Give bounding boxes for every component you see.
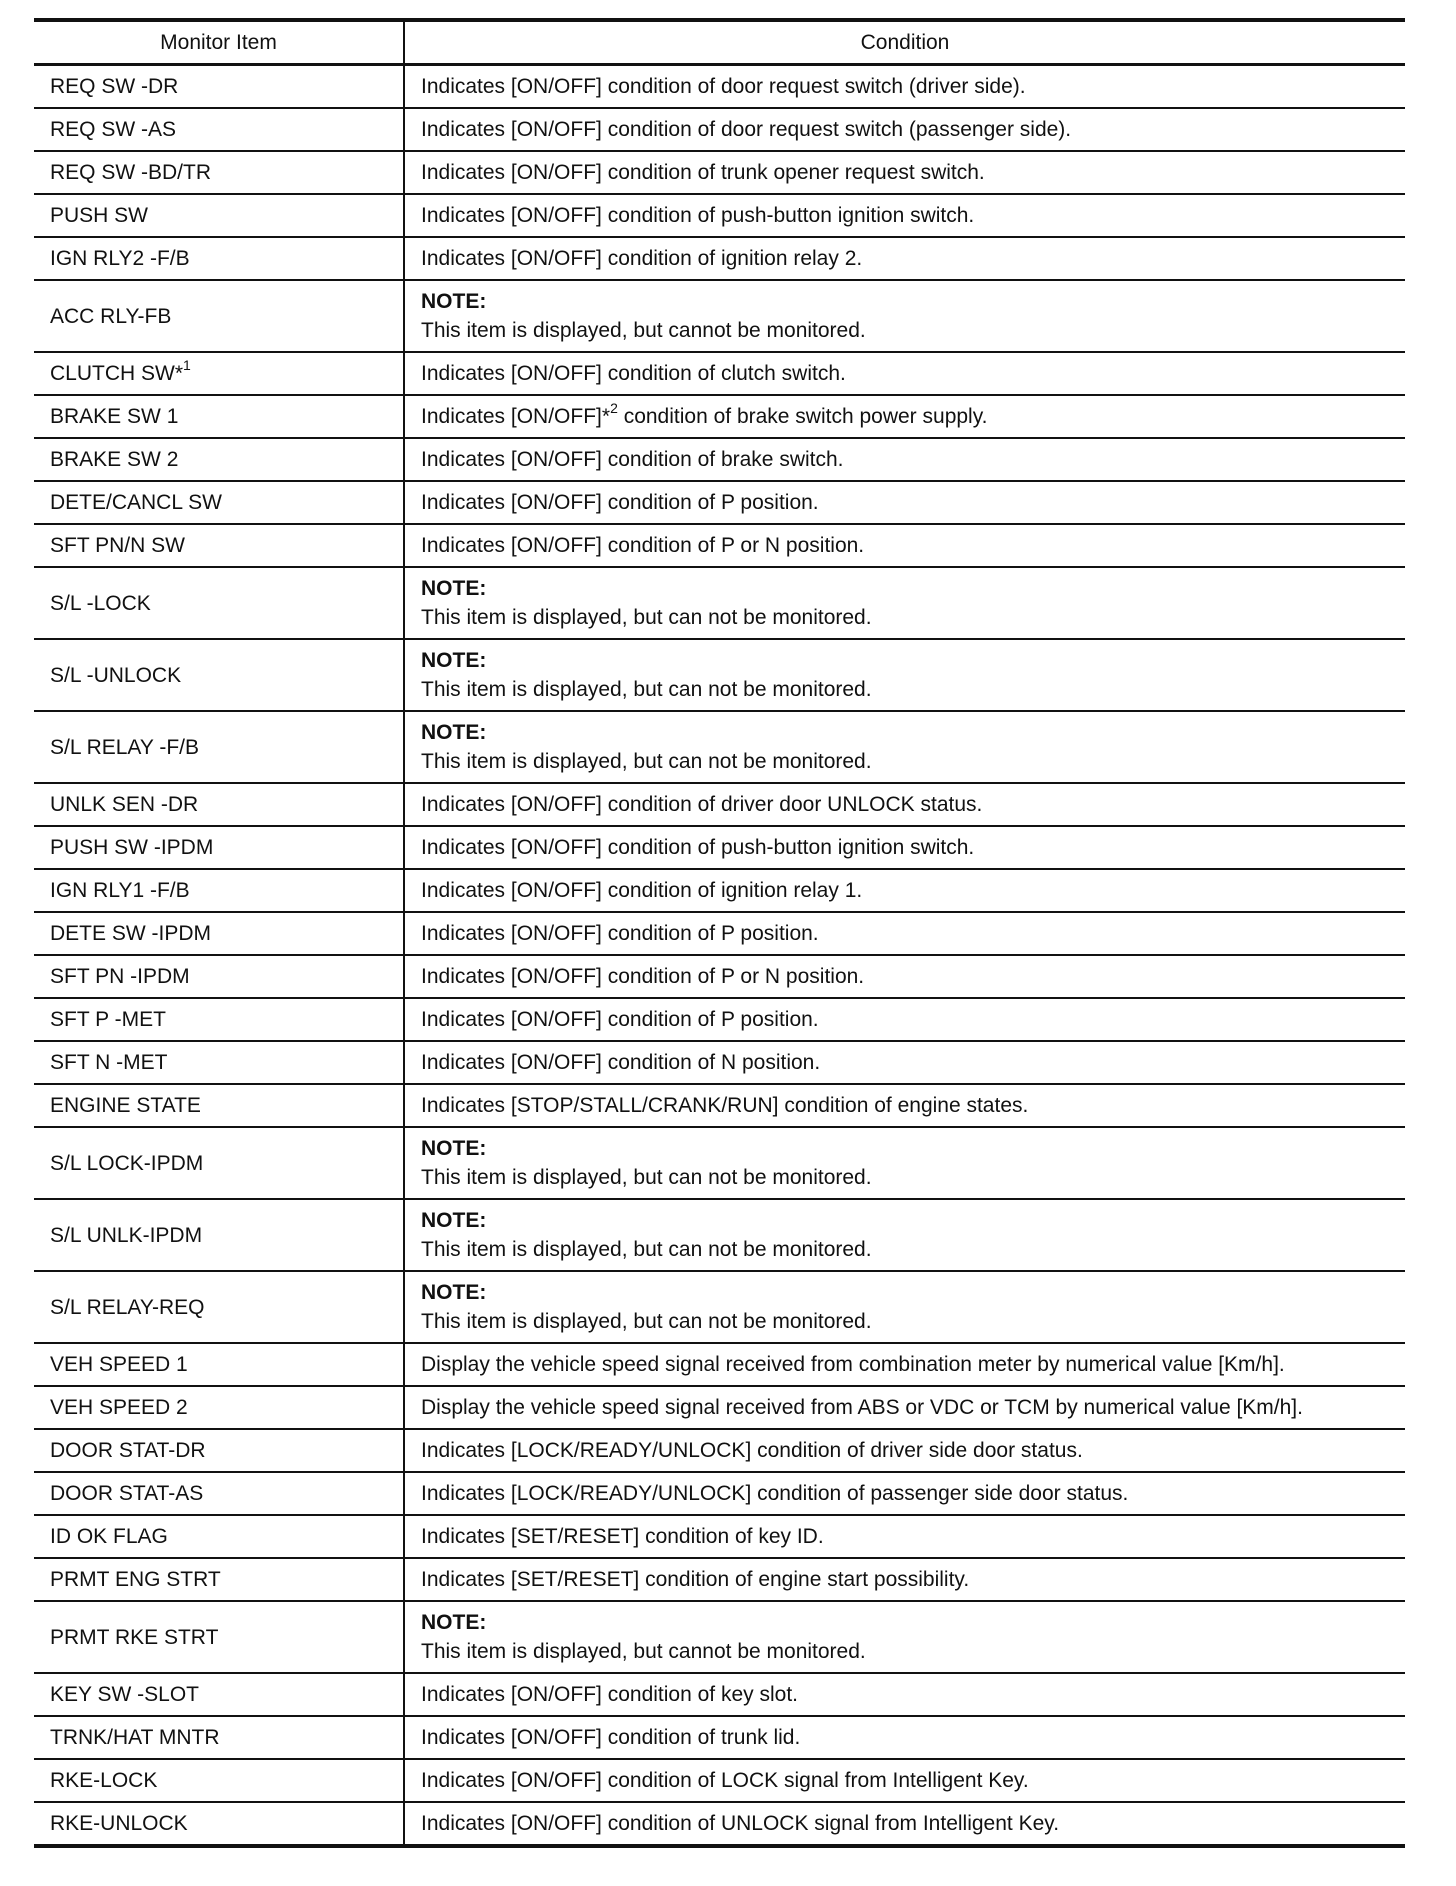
monitor-item-cell [34,869,404,912]
monitor-item-cell [34,1558,404,1601]
note-text: This item is displayed, but cannot be monitored. [421,319,866,342]
monitor-item-cell [34,481,404,524]
table-row [34,1472,1405,1515]
condition-cell [404,395,1405,438]
table-row [34,1084,1405,1127]
note-label: NOTE: [421,721,487,744]
monitor-item-cell [34,639,404,711]
monitor-item-cell [34,280,404,352]
monitor-item-text: PRMT ENG STRT [50,1568,221,1591]
condition-cell [404,1271,1405,1343]
condition-cell [404,1199,1405,1271]
monitor-item-cell [34,1515,404,1558]
monitor-item-text: S/L -UNLOCK [50,663,182,687]
monitor-item-text: REQ SW -DR [50,75,179,98]
monitor-item-text: DOOR STAT-AS [50,1482,204,1505]
monitor-item-text: S/L RELAY-REQ [50,1295,205,1319]
table-row [34,108,1405,151]
condition-text: Indicates [ON/OFF] condition of ignition relay 1. [421,879,863,902]
monitor-item-cell [34,1343,404,1386]
document-page [34,18,1405,1848]
condition-text: Indicates [ON/OFF] condition of P or N position. [421,534,865,557]
monitor-item-text: VEH SPEED 1 [50,1353,188,1376]
monitor-item-text: IGN RLY1 -F/B [50,879,190,902]
monitor-item-cell [34,524,404,567]
condition-cell [404,1759,1405,1802]
condition-text: Indicates [ON/OFF] condition of P position. [421,491,819,514]
condition-cell [404,826,1405,869]
condition-cell [404,1601,1405,1673]
condition-cell [404,998,1405,1041]
note-text: This item is displayed, but cannot be monitored. [421,1640,866,1663]
condition-text: Indicates [ON/OFF] condition of P or N position. [421,965,865,988]
table-row [34,955,1405,998]
monitor-item-cell [34,955,404,998]
note-label: NOTE: [421,649,487,672]
condition-cell [404,1515,1405,1558]
condition-cell [404,1127,1405,1199]
condition-text-prefix: Indicates [ON/OFF]* [421,405,611,428]
monitor-item-cell [34,1386,404,1429]
condition-text: Indicates [SET/RESET] condition of engine start possibility. [421,1568,970,1591]
table-row [34,912,1405,955]
note-label: NOTE: [421,577,487,600]
table-row [34,567,1405,639]
condition-cell [404,194,1405,237]
condition-cell [404,711,1405,783]
column-header-monitor-item: Monitor Item [34,20,404,65]
condition-text: Indicates [ON/OFF] condition of push-button ignition switch. [421,204,975,227]
table-row [34,151,1405,194]
table-row [34,998,1405,1041]
monitor-item-cell [34,395,404,438]
monitor-item-cell [34,1673,404,1716]
table-row [34,524,1405,567]
condition-text: Indicates [ON/OFF] condition of push-button ignition switch. [421,836,975,859]
footnote-marker: 2 [610,400,618,416]
monitor-item-text: REQ SW -AS [50,118,177,141]
condition-cell [404,1673,1405,1716]
table-row [34,1759,1405,1802]
monitor-item-text: ACC RLY-FB [50,304,172,328]
condition-text: condition of brake switch power supply. [617,405,988,428]
monitor-item-cell [34,1472,404,1515]
monitor-item-cell [34,194,404,237]
note-label: NOTE: [421,1611,487,1634]
condition-text: Indicates [ON/OFF] condition of driver door UNLOCK status. [421,793,983,816]
note-text: This item is displayed, but can not be monitored. [421,1310,872,1333]
condition-text: Indicates [SET/RESET] condition of key ID. [421,1525,824,1548]
table-body [34,65,1405,1847]
condition-cell [404,1472,1405,1515]
monitor-item-text: RKE-LOCK [50,1769,158,1792]
table-row [34,1515,1405,1558]
table-row [34,1386,1405,1429]
condition-text: Indicates [LOCK/READY/UNLOCK] condition of driver side door status. [421,1439,1083,1462]
note-text: This item is displayed, but can not be monitored. [421,678,872,701]
condition-cell [404,1716,1405,1759]
monitor-item-cell [34,826,404,869]
condition-text: Indicates [LOCK/READY/UNLOCK] condition of passenger side door status. [421,1482,1129,1505]
monitor-item-text: SFT PN/N SW [50,534,185,557]
monitor-item-text: REQ SW -BD/TR [50,161,211,184]
monitor-item-text: TRNK/HAT MNTR [50,1726,220,1749]
monitor-item-text: S/L LOCK-IPDM [50,1151,204,1175]
monitor-item-cell [34,1199,404,1271]
monitor-item-cell [34,1429,404,1472]
monitor-item-cell [34,567,404,639]
condition-text: Indicates [ON/OFF] condition of UNLOCK signal from Intelligent Key. [421,1812,1060,1835]
condition-cell [404,912,1405,955]
monitor-item-cell [34,1759,404,1802]
condition-cell [404,783,1405,826]
monitor-item-cell [34,1601,404,1673]
monitor-item-text: UNLK SEN -DR [50,793,199,816]
monitor-item-text: IGN RLY2 -F/B [50,247,190,270]
monitor-item-text: DETE SW -IPDM [50,922,211,945]
condition-cell [404,1343,1405,1386]
monitor-item-text: RKE-UNLOCK [50,1812,188,1835]
condition-text: Display the vehicle speed signal received from combination meter by numerical value [Km/h]. [421,1353,1285,1376]
note-label: NOTE: [421,1209,487,1232]
monitor-item-text: PRMT RKE STRT [50,1625,219,1649]
condition-cell [404,524,1405,567]
table-row [34,711,1405,783]
monitor-item-text: S/L -LOCK [50,591,151,615]
condition-text: Indicates [ON/OFF] condition of key slot. [421,1683,798,1706]
condition-cell [404,869,1405,912]
condition-cell [404,65,1405,109]
monitor-item-text: ID OK FLAG [50,1525,168,1548]
monitor-item-cell [34,783,404,826]
condition-text: Indicates [ON/OFF] condition of door request switch (driver side). [421,75,1026,98]
condition-cell [404,1429,1405,1472]
monitor-item-cell [34,151,404,194]
condition-cell [404,151,1405,194]
condition-cell [404,1386,1405,1429]
table-row [34,395,1405,438]
note-text: This item is displayed, but can not be monitored. [421,1166,872,1189]
note-text: This item is displayed, but can not be monitored. [421,1238,872,1261]
monitor-item-cell [34,1084,404,1127]
condition-cell [404,352,1405,395]
condition-cell [404,567,1405,639]
monitor-item-text: PUSH SW [50,204,149,227]
monitor-item-text: S/L UNLK-IPDM [50,1223,203,1247]
table-row [34,194,1405,237]
condition-cell [404,237,1405,280]
footnote-marker: 1 [183,357,191,373]
monitor-item-text: SFT N -MET [50,1051,168,1074]
note-label: NOTE: [421,290,487,313]
table-row [34,481,1405,524]
table-row [34,826,1405,869]
monitor-item-table [34,18,1405,1848]
table-row [34,438,1405,481]
monitor-item-text: DOOR STAT-DR [50,1439,206,1462]
condition-cell [404,639,1405,711]
table-row [34,1343,1405,1386]
monitor-item-text: DETE/CANCL SW [50,491,222,514]
condition-text: Indicates [ON/OFF] condition of P position. [421,1008,819,1031]
monitor-item-text: S/L RELAY -F/B [50,735,199,759]
monitor-item-cell [34,711,404,783]
monitor-item-cell [34,438,404,481]
monitor-item-cell [34,237,404,280]
condition-text: Indicates [ON/OFF] condition of ignition relay 2. [421,247,863,270]
condition-text: Indicates [STOP/STALL/CRANK/RUN] condition of engine states. [421,1094,1029,1117]
condition-text: Display the vehicle speed signal received from ABS or VDC or TCM by numerical value [Km/h]. [421,1396,1303,1419]
monitor-item-text: VEH SPEED 2 [50,1396,188,1419]
condition-cell [404,108,1405,151]
monitor-item-text: SFT P -MET [50,1008,166,1031]
condition-cell [404,1802,1405,1846]
table-row [34,280,1405,352]
table-row [34,639,1405,711]
condition-cell [404,1041,1405,1084]
monitor-item-cell [34,1041,404,1084]
table-row [34,1041,1405,1084]
condition-cell [404,955,1405,998]
monitor-item-cell [34,998,404,1041]
table-header-row [34,20,1405,65]
monitor-item-text: SFT PN -IPDM [50,965,190,988]
condition-text: Indicates [ON/OFF] condition of P position. [421,922,819,945]
condition-cell [404,1558,1405,1601]
condition-text: Indicates [ON/OFF] condition of brake switch. [421,448,844,471]
table-row [34,1429,1405,1472]
monitor-item-cell [34,1716,404,1759]
monitor-item-cell [34,108,404,151]
note-label: NOTE: [421,1137,487,1160]
monitor-item-cell [34,1271,404,1343]
table-row [34,1127,1405,1199]
condition-text: Indicates [ON/OFF] condition of trunk lid. [421,1726,801,1749]
condition-cell [404,280,1405,352]
table-row [34,1271,1405,1343]
monitor-item-text: KEY SW -SLOT [50,1683,199,1706]
table-row [34,65,1405,109]
condition-text: Indicates [ON/OFF] condition of LOCK signal from Intelligent Key. [421,1769,1029,1792]
table-row [34,1673,1405,1716]
condition-cell [404,438,1405,481]
table-row [34,869,1405,912]
table-row [34,783,1405,826]
note-text: This item is displayed, but can not be monitored. [421,750,872,773]
monitor-item-text: CLUTCH SW* [50,362,184,385]
table-row [34,1558,1405,1601]
condition-text: Indicates [ON/OFF] condition of N position. [421,1051,821,1074]
table-row [34,1601,1405,1673]
table-row [34,237,1405,280]
monitor-item-text: BRAKE SW 2 [50,448,179,471]
condition-text: Indicates [ON/OFF] condition of trunk opener request switch. [421,161,985,184]
condition-text: Indicates [ON/OFF] condition of door request switch (passenger side). [421,118,1072,141]
monitor-item-text: ENGINE STATE [50,1094,201,1117]
monitor-item-cell [34,1127,404,1199]
table-row [34,352,1405,395]
monitor-item-text: PUSH SW -IPDM [50,836,214,859]
condition-cell [404,481,1405,524]
table-row [34,1802,1405,1846]
table-row [34,1716,1405,1759]
monitor-item-cell [34,352,404,395]
table-row [34,1199,1405,1271]
column-header-condition: Condition [404,20,1405,65]
condition-cell [404,1084,1405,1127]
monitor-item-text: BRAKE SW 1 [50,405,179,428]
note-label: NOTE: [421,1281,487,1304]
monitor-item-cell [34,1802,404,1846]
monitor-item-cell [34,912,404,955]
monitor-item-cell [34,65,404,109]
note-text: This item is displayed, but can not be monitored. [421,606,872,629]
condition-text: Indicates [ON/OFF] condition of clutch switch. [421,362,846,385]
